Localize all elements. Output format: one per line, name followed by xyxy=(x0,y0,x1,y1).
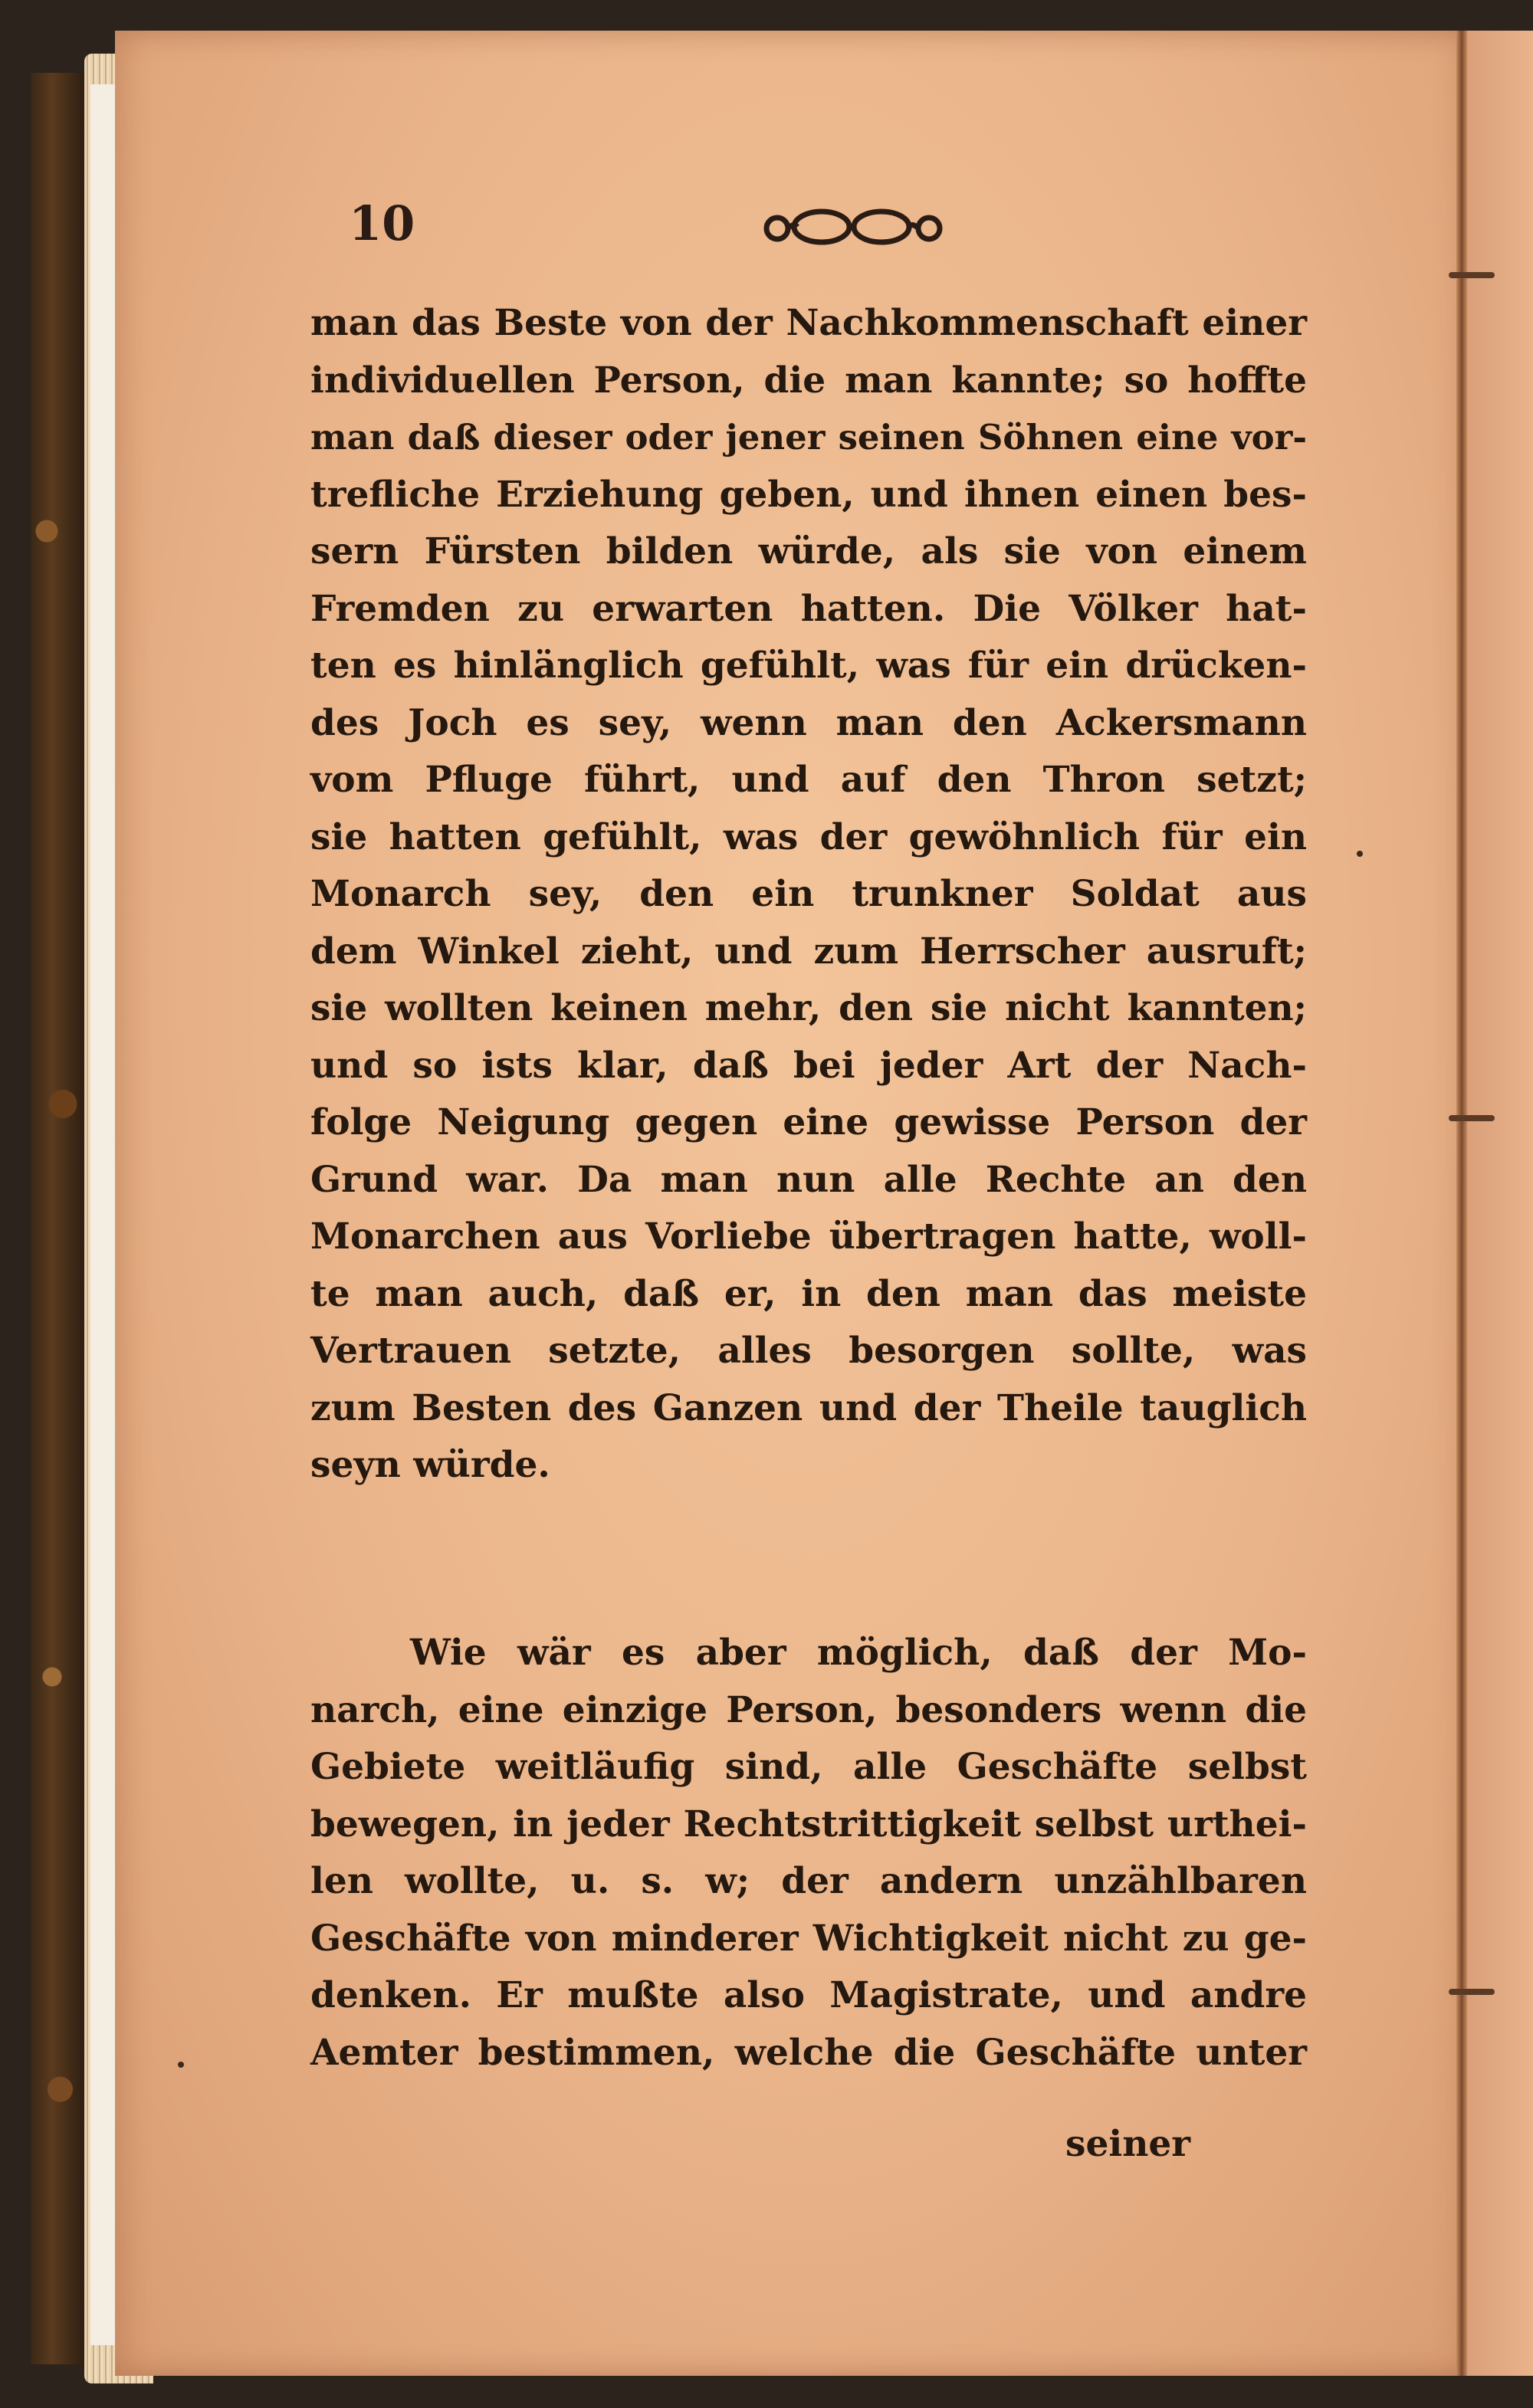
text-line: man das Beste von der Nachkommenschaft einer xyxy=(310,302,1307,344)
facing-page-edge xyxy=(1467,31,1533,2376)
text-line: sie hatten gefühlt, was der gewöhnlich für ein xyxy=(310,815,1307,858)
paragraph-2 xyxy=(310,1625,1307,2082)
catchword: seiner xyxy=(1065,2123,1191,2165)
binding-stitch xyxy=(1449,1989,1495,1995)
text-line: individuellen Person, die man kannte; so hoffte xyxy=(310,359,1307,402)
binding-stitch xyxy=(1449,272,1495,278)
book-cover-binding xyxy=(31,73,84,2364)
text-line: bewegen, in jeder Rechtstrittigkeit selbst urthei- xyxy=(310,1803,1307,1845)
text-line: Geschäfte von minderer Wichtigkeit nicht zu ge- xyxy=(310,1917,1307,1960)
ink-speck xyxy=(178,2062,184,2068)
text-line: folge Neigung gegen eine gewisse Person der xyxy=(310,1101,1307,1143)
binding-stitch xyxy=(1449,1115,1495,1121)
text-line: dem Winkel zieht, und zum Herrscher ausruft; xyxy=(310,930,1307,973)
paragraph-1 xyxy=(310,295,1307,1494)
text-line: Grund war. Da man nun alle Rechte an den xyxy=(310,1158,1307,1201)
text-line: zum Besten des Ganzen und der Theile tauglich xyxy=(310,1386,1307,1429)
text-line: Aemter bestimmen, welche die Geschäfte unter xyxy=(310,2031,1307,2074)
page-gutter xyxy=(1456,31,1467,2376)
text-line: narch, eine einzige Person, besonders wenn die xyxy=(310,1688,1307,1731)
text-line: Vertrauen setzte, alles besorgen sollte, was xyxy=(310,1330,1307,1372)
page-number: 10 xyxy=(349,195,415,251)
text-line: Monarchen aus Vorliebe übertragen hatte, woll- xyxy=(310,1215,1307,1258)
ink-speck xyxy=(1357,851,1363,857)
text-line: Monarch sey, den ein trunkner Soldat aus xyxy=(310,873,1307,915)
text-line: Gebiete weitläufig sind, alle Geschäfte selbst xyxy=(310,1746,1307,1788)
text-line: vom Pfluge führt, und auf den Thron setzt; xyxy=(310,759,1307,801)
text-line: sie wollten keinen mehr, den sie nicht kannten; xyxy=(310,987,1307,1029)
text-line: te man auch, daß er, in den man das meiste xyxy=(310,1272,1307,1315)
decorative-ornament-icon xyxy=(759,205,958,248)
text-line: denken. Er mußte also Magistrate, und andre xyxy=(310,1974,1307,2016)
text-line: und so ists klar, daß bei jeder Art der Nach- xyxy=(310,1044,1307,1087)
text-line: des Joch es sey, wenn man den Ackersmann xyxy=(310,701,1307,744)
text-line: len wollte, u. s. w; der andern unzählbaren xyxy=(310,1860,1307,1902)
text-line: man daß dieser oder jener seinen Söhnen eine vor- xyxy=(310,417,1307,458)
text-line: Fremden zu erwarten hatten. Die Völker hat- xyxy=(310,587,1307,630)
text-line: ten es hinlänglich gefühlt, was für ein drücken- xyxy=(310,645,1307,687)
text-line: seyn würde. xyxy=(310,1444,550,1486)
text-line: trefliche Erziehung geben, und ihnen einen bes- xyxy=(310,473,1307,516)
text-line: sern Fürsten bilden würde, als sie von einem xyxy=(310,530,1307,572)
text-line: Wie wär es aber möglich, daß der Mo- xyxy=(410,1632,1307,1674)
